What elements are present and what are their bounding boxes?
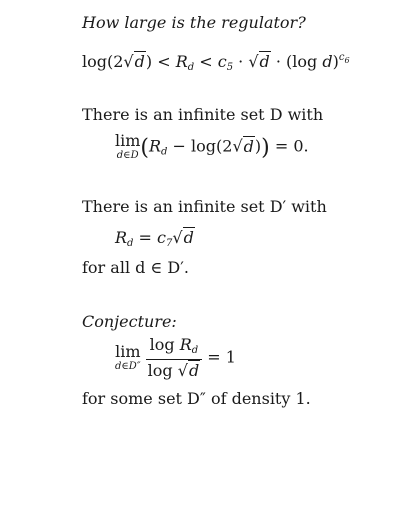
infinite-set-d-prime-text: There is an infinite set D′ with <box>82 197 327 216</box>
regulator-equals-formula: $R_d = c_7√d$ <box>115 228 194 249</box>
conjecture-heading: Conjecture: <box>82 312 177 331</box>
infinite-set-d-text: There is an infinite set D with <box>82 105 324 124</box>
for-all-d-text: for all d ∈ D′. <box>82 258 189 277</box>
conjecture-formula: lim d∈D″ $\frac{\log R_d}{\log √d}$ = 1 <box>115 335 236 380</box>
regulator-bound-formula: $\log(2√d) < R_d < c_5 \cdot √d \cdot (\log$ d)$^{c_6}$ <box>82 52 350 73</box>
density-text: for some set D″ of density 1. <box>82 389 311 408</box>
slide-heading: How large is the regulator? <box>82 13 306 32</box>
limit-formula: lim d∈D $(R_d - \log(2√d)) = 0$. <box>115 131 309 161</box>
